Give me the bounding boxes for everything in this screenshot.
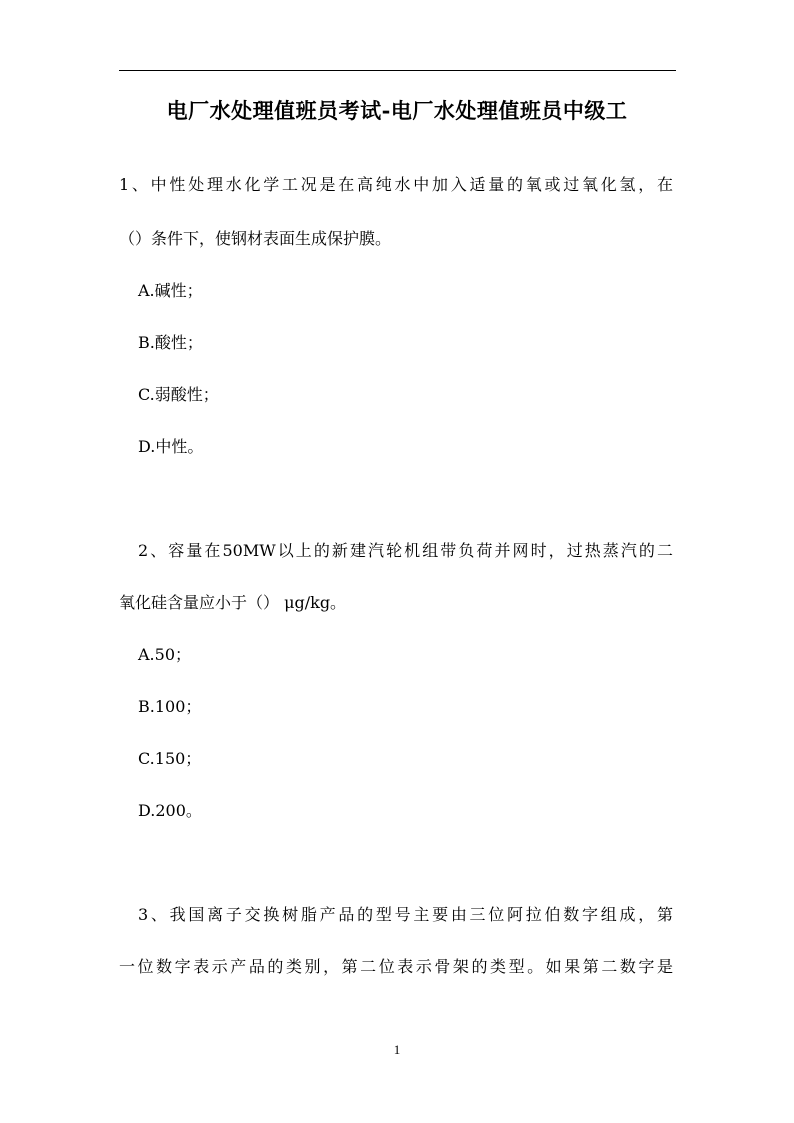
header-rule: [119, 70, 676, 71]
question-2-line-2: 氧化硅含量应小于（） μg/kg。: [119, 593, 347, 612]
question-3-line-2: 一位数字表示产品的类别，第二位表示骨架的类型。如果第二数字是: [119, 957, 673, 976]
question-2-option-b: B.100；: [138, 697, 202, 716]
question-2-option-c: C.150；: [138, 749, 202, 768]
question-1-line-2: （）条件下，使钢材表面生成保护膜。: [119, 229, 392, 248]
page-number: 1: [393, 1042, 401, 1057]
question-2-line-1: 2、容量在50MW以上的新建汽轮机组带负荷并网时，过热蒸汽的二: [138, 541, 673, 560]
question-2-option-d: D.200。: [138, 801, 202, 820]
question-2-option-a: A.50；: [138, 645, 192, 664]
question-1-option-c: C.弱酸性；: [138, 385, 219, 404]
question-1-option-b: B.酸性；: [138, 333, 203, 352]
question-1-line-1: 1、中性处理水化学工况是在高纯水中加入适量的氧或过氧化氢，在: [119, 175, 673, 194]
question-1-option-a: A.碱性；: [138, 281, 203, 300]
question-3-line-1: 3、我国离子交换树脂产品的型号主要由三位阿拉伯数字组成，第: [138, 905, 673, 924]
document-title: 电厂水处理值班员考试-电厂水处理值班员中级工: [166, 98, 628, 123]
question-1-option-d: D.中性。: [138, 437, 204, 456]
